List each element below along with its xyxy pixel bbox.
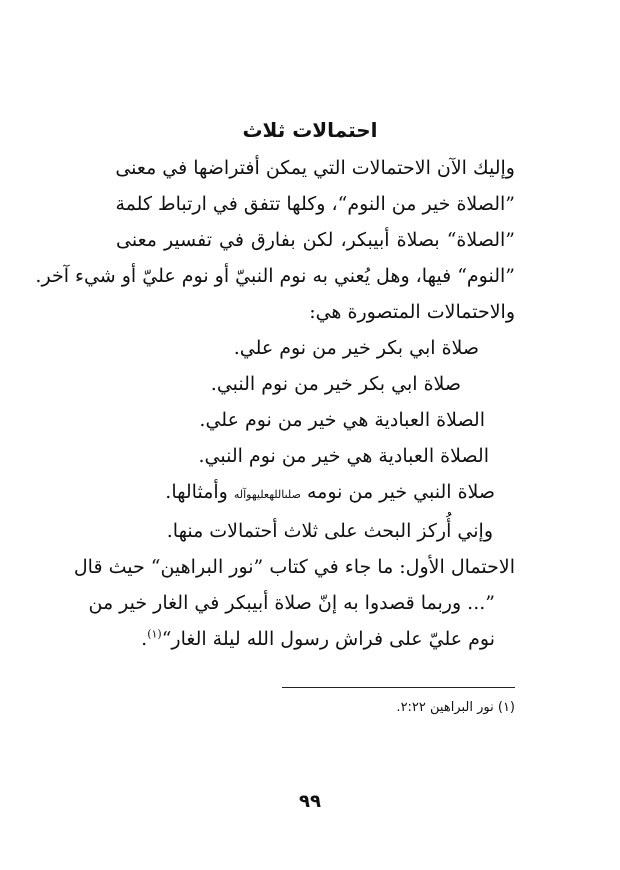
body-text [35,150,515,657]
paragraph-line: ”الصلاة خير من النوم“، وكلها تتفق في ارتباط كلمة [115,193,515,215]
paragraph-line: ”الصلاة“ بصلاة أبيبكر، لكن بفارق في تفسير معنى [116,229,515,251]
quote-line: ”... وربما قصدوا به إنّ صلاة أبيبكر في الغار خير من [88,592,495,614]
possibility-item: صلاة ابي بكر خير من نوم علي. [233,337,479,359]
item-text: صلاة النبي خير من نومه [306,481,495,503]
quote-text: نوم عليّ على فراش رسول الله ليلة الغار“ [161,628,495,650]
paragraph-line: وإليك الآن الاحتمالات التي يمكن أفتراضها في معنى [115,157,515,179]
paragraph-line: والاحتمالات المتصورة هي: [309,301,515,323]
possibility-item: الصلاة العبادية هي خير من نوم النبي. [198,445,489,467]
possibility-item: صلاة ابي بكر خير من نوم النبي. [210,373,461,395]
first-possibility-line: الاحتمال الأول: ما جاء في كتاب ”نور البراهين“ حيث قال [73,556,515,578]
footnote-separator [282,687,515,688]
footnote-marker: (١) [147,627,162,641]
item-text: وأمثالها. [165,481,228,503]
paragraph-line: ”النوم“ فيها، وهل يُعني به نوم النبيّ أو نوم عليّ أو شيء آخر. [35,265,515,287]
possibility-item [116,474,515,513]
possibility-item: الصلاة العبادية هي خير من نوم علي. [199,409,485,431]
quote-line: نوم عليّ على فراش رسول الله ليلة الغار“$^{(١)}$. [141,627,495,650]
section-heading: احتمالات ثلاث [242,118,378,142]
page-number: ٩٩ [299,791,321,812]
salawat-glyph: صلىاللهعليهوآله [233,488,301,501]
focus-line: وإني أُركز البحث على ثلاث أحتمالات منها. [166,520,493,542]
footnote: (١) نور البراهين ٢:٢٢. [396,700,515,715]
